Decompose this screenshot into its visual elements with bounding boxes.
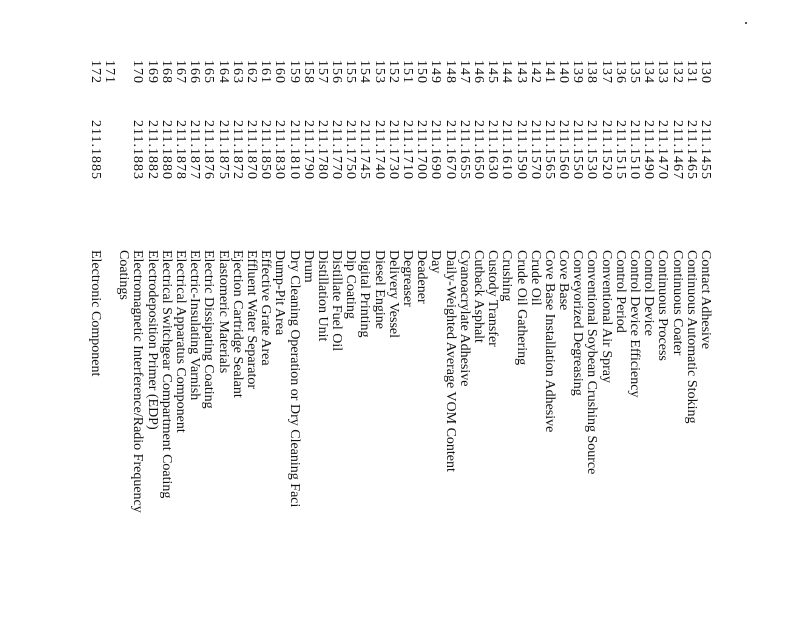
row-number: 172 — [87, 60, 103, 84]
table-row — [698, 60, 712, 618]
row-number: 142 — [527, 60, 543, 84]
section-number: 211.1510 — [627, 120, 643, 180]
row-number: 154 — [357, 60, 373, 84]
defined-term: Cove Base Installation Adhesive — [541, 250, 557, 433]
section-number: 211.1885 — [87, 120, 103, 180]
row-number: 143 — [513, 60, 529, 84]
defined-term: Degreaser — [400, 250, 416, 307]
table-row — [116, 60, 130, 618]
section-number: 211.1745 — [357, 120, 373, 180]
defined-term: Continuous Automatic Stoking — [683, 250, 699, 424]
defined-term — [102, 250, 116, 618]
section-number: 211.1780 — [314, 120, 330, 180]
table-row — [372, 60, 386, 618]
section-number: 211.1830 — [272, 120, 288, 180]
section-number: 211.1882 — [144, 120, 160, 180]
section-number: 211.1530 — [584, 120, 600, 180]
row-number: 151 — [400, 60, 416, 84]
defined-term: Distillate Fuel Oil — [329, 250, 345, 352]
row-number: 164 — [215, 60, 231, 84]
defined-term: Diesel Engine — [371, 250, 387, 329]
table-row — [343, 60, 357, 618]
table-row — [88, 60, 102, 618]
row-number: 157 — [314, 60, 330, 84]
table-row — [457, 60, 471, 618]
defined-term: Ejection Cartridge Sealant — [229, 250, 245, 398]
section-number: 211.1810 — [286, 120, 302, 180]
defined-term: Conventional Soybean Crushing Source — [584, 250, 600, 475]
table-row — [286, 60, 300, 618]
row-number: 141 — [541, 60, 557, 84]
defined-term: Control Device — [641, 250, 657, 336]
defined-term: Electric-Insulating Varnish — [187, 250, 203, 401]
defined-term: Electric Dissipating Coating — [201, 250, 217, 409]
row-number: 136 — [612, 60, 628, 84]
row-number: 146 — [471, 60, 486, 84]
section-number: 211.1883 — [130, 120, 146, 180]
row-number: 137 — [598, 60, 614, 84]
defined-term: Effective Grate Area — [258, 250, 274, 366]
section-number: 211.1870 — [244, 120, 259, 180]
row-number: 165 — [201, 60, 217, 84]
table-row — [669, 60, 683, 618]
table-row — [301, 60, 315, 618]
section-number: 211.1610 — [499, 120, 515, 180]
section-number: 211.1710 — [400, 120, 416, 180]
row-number: 134 — [641, 60, 657, 84]
defined-term: Contact Adhesive — [698, 250, 713, 350]
defined-term: Custody Transfer — [485, 250, 501, 347]
table-row — [442, 60, 456, 618]
table-row — [641, 60, 655, 618]
table-row — [258, 60, 272, 618]
row-number: 162 — [244, 60, 259, 84]
section-number: 211.1520 — [598, 120, 614, 180]
defined-term: Control Period — [612, 250, 628, 333]
table-row — [556, 60, 570, 618]
section-number: 211.1875 — [215, 120, 231, 180]
defined-term: Deadener — [414, 250, 430, 304]
table-row — [513, 60, 527, 618]
defined-term: Drum — [300, 250, 316, 283]
defined-term: Crushing — [499, 250, 515, 302]
table-row — [599, 60, 613, 618]
table-row — [357, 60, 371, 618]
section-number: 211.1455 — [698, 120, 713, 180]
table-row — [471, 60, 485, 618]
section-number: 211.1730 — [385, 120, 401, 180]
section-number: 211.1872 — [229, 120, 245, 180]
section-number: 211.1790 — [300, 120, 316, 180]
table-row — [499, 60, 513, 618]
table-row — [201, 60, 215, 618]
defined-term: Continuous Process — [655, 250, 671, 361]
section-number: 211.1770 — [329, 120, 345, 180]
row-number: 158 — [300, 60, 316, 84]
table-row — [655, 60, 669, 618]
defined-term: Cove Base — [556, 250, 572, 311]
row-number: 147 — [456, 60, 472, 84]
table-row — [684, 60, 698, 618]
section-number: 211.1670 — [442, 120, 458, 180]
table-row — [400, 60, 414, 618]
section-number: 211.1750 — [343, 120, 359, 180]
table-row — [102, 60, 116, 618]
section-number: 211.1700 — [414, 120, 430, 180]
section-number: 211.1465 — [683, 120, 699, 180]
table-row — [315, 60, 329, 618]
row-number: 140 — [556, 60, 572, 84]
defined-term: Electrodeposition Primer (EDP) — [144, 250, 160, 430]
scan-speck — [745, 22, 747, 24]
section-number: 211.1470 — [655, 120, 671, 180]
defined-term: Conventional Air Spray — [598, 250, 614, 383]
section-number: 211.1590 — [513, 120, 529, 180]
defined-term: Electrical Apparatus Component — [173, 250, 189, 433]
table-row — [244, 60, 258, 618]
row-number: 166 — [187, 60, 203, 84]
table-row — [173, 60, 187, 618]
table-row — [386, 60, 400, 618]
defined-term: Cyanoacrylate Adhesive — [456, 250, 472, 387]
section-number: 211.1877 — [187, 120, 203, 180]
row-number: 169 — [144, 60, 160, 84]
defined-term: Electromagnetic Interference/Radio Frequency — [130, 250, 146, 513]
table-row — [130, 60, 144, 618]
table-row — [528, 60, 542, 618]
table-row — [627, 60, 641, 618]
row-number: 159 — [286, 60, 302, 84]
section-number: 211.1880 — [158, 120, 174, 180]
row-number: 160 — [272, 60, 288, 84]
row-number: 171 — [102, 60, 118, 84]
row-number: 150 — [414, 60, 430, 84]
row-number: 153 — [371, 60, 387, 84]
defined-term: Control Device Efficiency — [627, 250, 643, 398]
row-number: 168 — [158, 60, 174, 84]
row-number — [116, 60, 130, 120]
table-row — [159, 60, 173, 618]
defined-term: Elastomeric Materials — [215, 250, 231, 374]
defined-term: Crude Oil Gathering — [513, 250, 529, 366]
section-number: 211.1550 — [570, 120, 586, 180]
section-number: 211.1560 — [556, 120, 572, 180]
defined-term: Continuous Coater — [669, 250, 685, 356]
section-number: 211.1630 — [485, 120, 501, 180]
row-number: 156 — [329, 60, 345, 84]
defined-term: Electrical Switchgear Compartment Coating — [158, 250, 174, 499]
table-row — [230, 60, 244, 618]
table-row — [414, 60, 428, 618]
section-number: 211.1878 — [173, 120, 189, 180]
table-row — [187, 60, 201, 618]
defined-term: Cutback Asphalt — [471, 250, 486, 343]
defined-term: Electronic Component — [87, 250, 103, 377]
section-number: 211.1655 — [456, 120, 472, 180]
table-row — [272, 60, 286, 618]
table-row — [329, 60, 343, 618]
defined-term: Conveyorized Degreasing — [570, 250, 586, 396]
row-number: 132 — [669, 60, 685, 84]
section-number: 211.1515 — [612, 120, 628, 180]
section-number: 211.1740 — [371, 120, 387, 180]
row-number: 167 — [173, 60, 189, 84]
defined-term: Dump-Pit Area — [272, 250, 288, 336]
row-number: 145 — [485, 60, 501, 84]
section-number: 211.1690 — [428, 120, 444, 180]
section-number: 211.1490 — [641, 120, 657, 180]
defined-term: Dip Coating — [343, 250, 359, 319]
row-number: 148 — [442, 60, 458, 84]
table-row — [428, 60, 442, 618]
table-row — [215, 60, 229, 618]
row-number: 170 — [130, 60, 146, 84]
section-number — [102, 120, 116, 250]
section-number: 211.1876 — [201, 120, 217, 180]
row-number: 144 — [499, 60, 515, 84]
defined-term: Digital Printing — [357, 250, 373, 338]
defined-term: Coatings — [116, 250, 132, 300]
row-number: 135 — [627, 60, 643, 84]
section-number: 211.1565 — [541, 120, 557, 180]
row-number: 161 — [258, 60, 274, 84]
defined-term: Delivery Vessel — [385, 250, 401, 338]
table-row — [613, 60, 627, 618]
section-number: 211.1570 — [527, 120, 543, 180]
table-row — [584, 60, 598, 618]
row-number: 133 — [655, 60, 671, 84]
section-number: 211.1850 — [258, 120, 274, 180]
defined-term: Crude Oil — [527, 250, 543, 306]
row-number: 138 — [584, 60, 600, 84]
row-number: 155 — [343, 60, 359, 84]
defined-term: Effluent Water Separator — [244, 250, 259, 390]
row-number: 139 — [570, 60, 586, 84]
defined-term: Distillation Unit — [314, 250, 330, 342]
section-number — [116, 120, 130, 250]
defined-term: Dry Cleaning Operation or Dry Cleaning Faci — [286, 250, 302, 508]
section-number: 211.1467 — [669, 120, 685, 180]
row-number: 149 — [428, 60, 444, 84]
row-number: 163 — [229, 60, 245, 84]
table-row — [570, 60, 584, 618]
row-number: 152 — [385, 60, 401, 84]
table-row — [485, 60, 499, 618]
row-number: 131 — [683, 60, 699, 84]
section-number: 211.1650 — [471, 120, 486, 180]
defined-term: Daily-Weighted Average VOM Content — [442, 250, 458, 472]
definitions-table — [88, 60, 712, 618]
defined-term: Day — [428, 250, 444, 274]
table-row — [145, 60, 159, 618]
table-row — [542, 60, 556, 618]
row-number: 130 — [698, 60, 713, 84]
